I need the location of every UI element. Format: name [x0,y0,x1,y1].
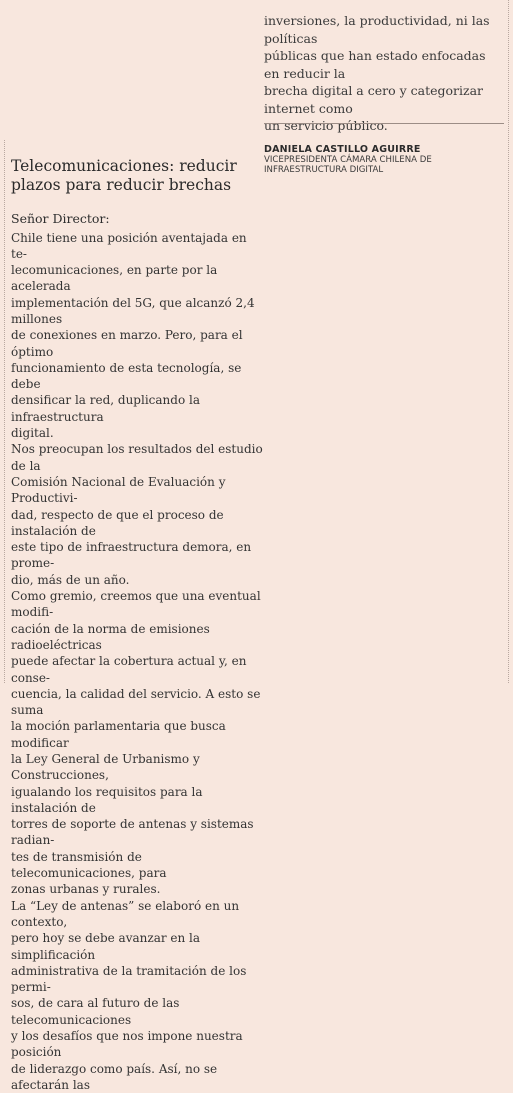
author-role-line: VICEPRESIDENTA CÁMARA CHILENA DE [264,154,432,165]
section-rule [264,123,504,124]
body-line: la moción parlamentaria que busca modificar [11,719,226,750]
body-line: digital. [11,426,54,441]
salutation: Señor Director: [11,211,110,226]
body-line: lecomunicaciones, en parte por la acelerada [11,263,218,294]
previous-letter-ending [264,12,504,176]
column-divider-right [508,0,509,683]
paragraph-1 [11,230,263,442]
column-divider-left [4,140,5,683]
text-line: un servicio público. [264,118,388,133]
text-line: inversiones, la productividad, ni las políticas [264,13,490,46]
body-line: de conexiones en marzo. Pero, para el óptimo [11,328,243,359]
body-line: implementación del 5G, que alcanzó 2,4 millones [11,295,255,326]
author-role-line: INFRAESTRUCTURA DIGITAL [264,165,384,175]
body-line: igualando los requisitos para la instalación de [11,784,203,815]
body-line: densificar la red, duplicando la infraestructura [11,393,200,424]
body-line: pero hoy se debe avanzar en la simplificación [11,931,201,962]
paragraph-3 [11,588,263,898]
previous-letter-text [264,12,504,135]
faded-section-heading [10,142,230,154]
body-line: cación de la norma de emisiones radioeléctricas [11,621,210,652]
paragraph-4 [11,898,263,1093]
body-line: de liderazgo como país. Así, no se afectarán las [11,1061,218,1092]
body-line: sos, de cara al futuro de las telecomunicaciones [11,996,180,1027]
article-headline [11,157,263,195]
letter-article [11,157,263,1093]
body-line: tes de transmisión de telecomunicaciones, para [11,849,167,881]
body-line: La “Ley de antenas” se elaboró en un contexto, [11,898,240,929]
headline-line: plazos para reducir brechas [11,176,232,194]
text-line: públicas que han estado enfocadas en reducir la [264,48,486,81]
body-line: zonas urbanas y rurales. [11,882,161,897]
body-line: Comisión Nacional de Evaluación y Productivi- [11,474,226,506]
headline-line: Telecomunicaciones: reducir [11,157,237,175]
signature-block [264,144,504,176]
body-line: puede afectar la cobertura actual y, en conse- [11,654,247,685]
body-line: dio, más de un año. [11,572,130,587]
body-line: y los desafíos que nos impone nuestra posición [11,1029,243,1060]
paragraph-2 [11,441,263,588]
author-role [264,155,504,176]
body-line: Como gremio, creemos que una eventual modifi- [11,589,261,620]
body-line: cuencia, la calidad del servicio. A esto se suma [11,686,261,718]
body-line: dad, respecto de que el proceso de instalación de [11,507,224,538]
body-line: torres de soporte de antenas y sistemas radian- [11,817,254,848]
text-line: brecha digital a cero y categorizar internet como [264,83,484,116]
body-line: administrativa de la tramitación de los permi- [11,963,247,995]
body-line: funcionamiento de esta tecnología, se debe [11,360,242,392]
body-line: este tipo de infraestructura demora, en prome- [11,540,252,571]
author-name: DANIELA CASTILLO AGUIRRE [264,143,421,155]
body-line: Nos preocupan los resultados del estudio de la [11,442,263,473]
body-line: la Ley General de Urbanismo y Construcciones, [11,752,200,783]
body-line: Chile tiene una posición aventajada en te- [11,230,247,261]
